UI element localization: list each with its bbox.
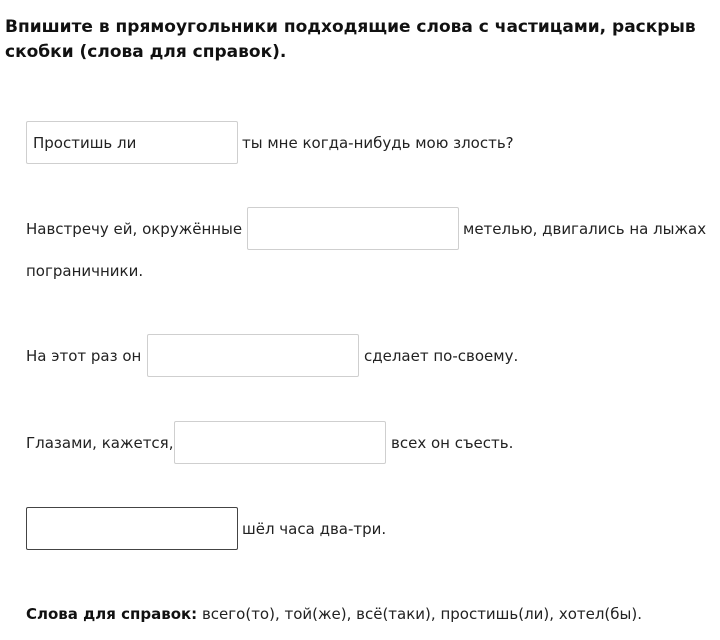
sentence-2-before-text: Навстречу ей, окружённые <box>26 220 243 238</box>
sentence-2-after-text: метелью, двигались на лыжах <box>463 220 707 238</box>
answer-input-3[interactable] <box>147 334 359 377</box>
reference-words <box>26 604 642 624</box>
sentence-4-before-text: Глазами, кажется, <box>26 434 174 452</box>
sentence-3-after-text: сделает по-своему. <box>364 347 519 365</box>
task-title: Впишите в прямоугольники подходящие слова с частицами, раскрыв скобки (слова для справок). <box>5 17 696 62</box>
sentence-2-continuation-text: пограничники. <box>26 262 144 280</box>
answer-input-4[interactable] <box>174 421 386 464</box>
sentence-1-after-text: ты мне когда-нибудь мою злость? <box>242 134 514 152</box>
reference-label: Слова для справок: <box>26 605 198 623</box>
reference-list: всего(то), той(же), всё(таки), простишь(ли), хотел(бы). <box>201 605 642 623</box>
answer-input-2[interactable] <box>247 207 459 250</box>
answer-input-5[interactable] <box>26 507 238 550</box>
sentence-3-before-text: На этот раз он <box>26 347 142 365</box>
sentence-5-after-text: шёл часа два-три. <box>242 520 387 538</box>
sentence-4-after-text: всех он съесть. <box>391 434 514 452</box>
answer-input-1[interactable] <box>26 121 238 164</box>
